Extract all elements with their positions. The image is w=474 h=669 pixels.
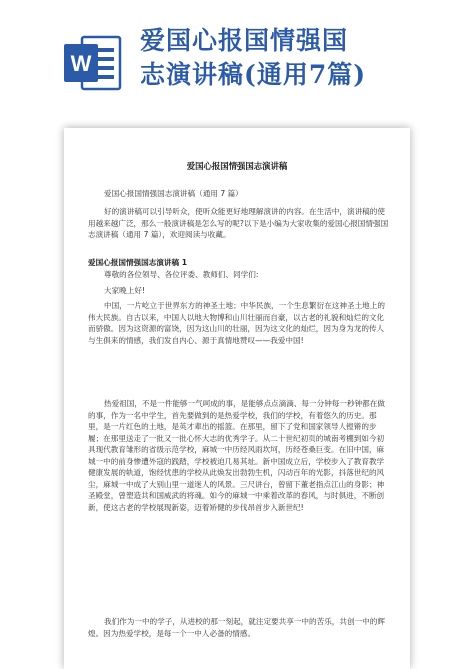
banner-title-line-2: 志演讲稿(通用7篇) bbox=[140, 60, 367, 89]
document-page bbox=[64, 128, 410, 669]
banner bbox=[0, 0, 474, 110]
document-subtitle: 爱国心报国情强国志演讲稿（通用 7 篇） bbox=[104, 189, 243, 198]
banner-title bbox=[140, 24, 460, 92]
word-document-icon bbox=[62, 32, 124, 94]
salutation: 尊敬的各位领导、各位评委、教师们、同学们: bbox=[104, 270, 259, 279]
banner-title-line-1: 爱国心报国情强国 bbox=[140, 26, 349, 55]
body-paragraph-3: 我们作为一中的学子，从进校的那一刻起，就注定要共享一中的苦乐，共创一中的辉煌。因为热爱学校，是每一个一中人必备的情感。 bbox=[88, 617, 385, 638]
intro-paragraph: 好的演讲稿可以引导听众，使听众能更好地理解演讲的内容。在生活中，演讲稿的使用越来越广泛，那么一般演讲稿是怎么写的呢?以下是小编为大家收集的爱国心报国情强国志演讲稿（通用 7 篇），欢迎阅读与收藏。 bbox=[88, 207, 389, 239]
greeting: 大家晚上好! bbox=[104, 286, 146, 295]
body-paragraph-1: 中国，一片屹立于世界东方的神圣土地；中华民族，一个生息繁衍在这神圣土地上的伟大民族。自古以来，中国人以地大物博和山川壮丽而自豪，以古老的礼貌和灿烂的文化而骄傲。因为这资源的富饶，因为这山川的壮丽，因为这文化的灿烂，因为身为龙的传人与生俱来的情感，我们发自内心、源于真情地赞叹——我爱中国! bbox=[88, 301, 385, 345]
section-heading: 爱国心报国情强国志演讲稿 1 bbox=[88, 258, 188, 267]
svg-text:W: W bbox=[70, 51, 92, 76]
body-paragraph-2: 热爱祖国，不是一件能够一气呵成的事，是能够点点滴滴、每一分钟每一秒钟都在做的事，作为一名中学生，首先要做到的是热爱学校，我们的学校，有着悠久的历史。那里，是一片红色的土地，是英才辈出的摇篮。在那里，留下了党和国家领导人镗锵的步履；在那里送走了一批又一批心怀大志的优秀学子。从二十世纪初页的城南考棚到如今初具现代教育雏形的省级示范学校，麻城一中历经风雨坎坷，历经苍桑巨变。在旧中国，麻城一中的前身惨遭外寇的践踏，学校被迫几易其址。新中国成立后，学校步入了教育教学健康发展的轨道，饱经忧患的学校从此焕发出勃勃生机，闪动百年的光影，抖落世纪的风尘，麻城一中成了大别山里一道迷人的风景。三尺讲台，曾留下董老指点江山的身影；神圣殿堂，曾塑造共和国威武的将魂。如今的麻城一中乘着改革的春风，与时俱进，不断创新，使这古老的学校展现新姿，迈着矫健的步伐昂首步入新世纪! bbox=[88, 399, 385, 512]
document-title: 爱国心报国情强国志演讲稿 bbox=[186, 161, 288, 171]
